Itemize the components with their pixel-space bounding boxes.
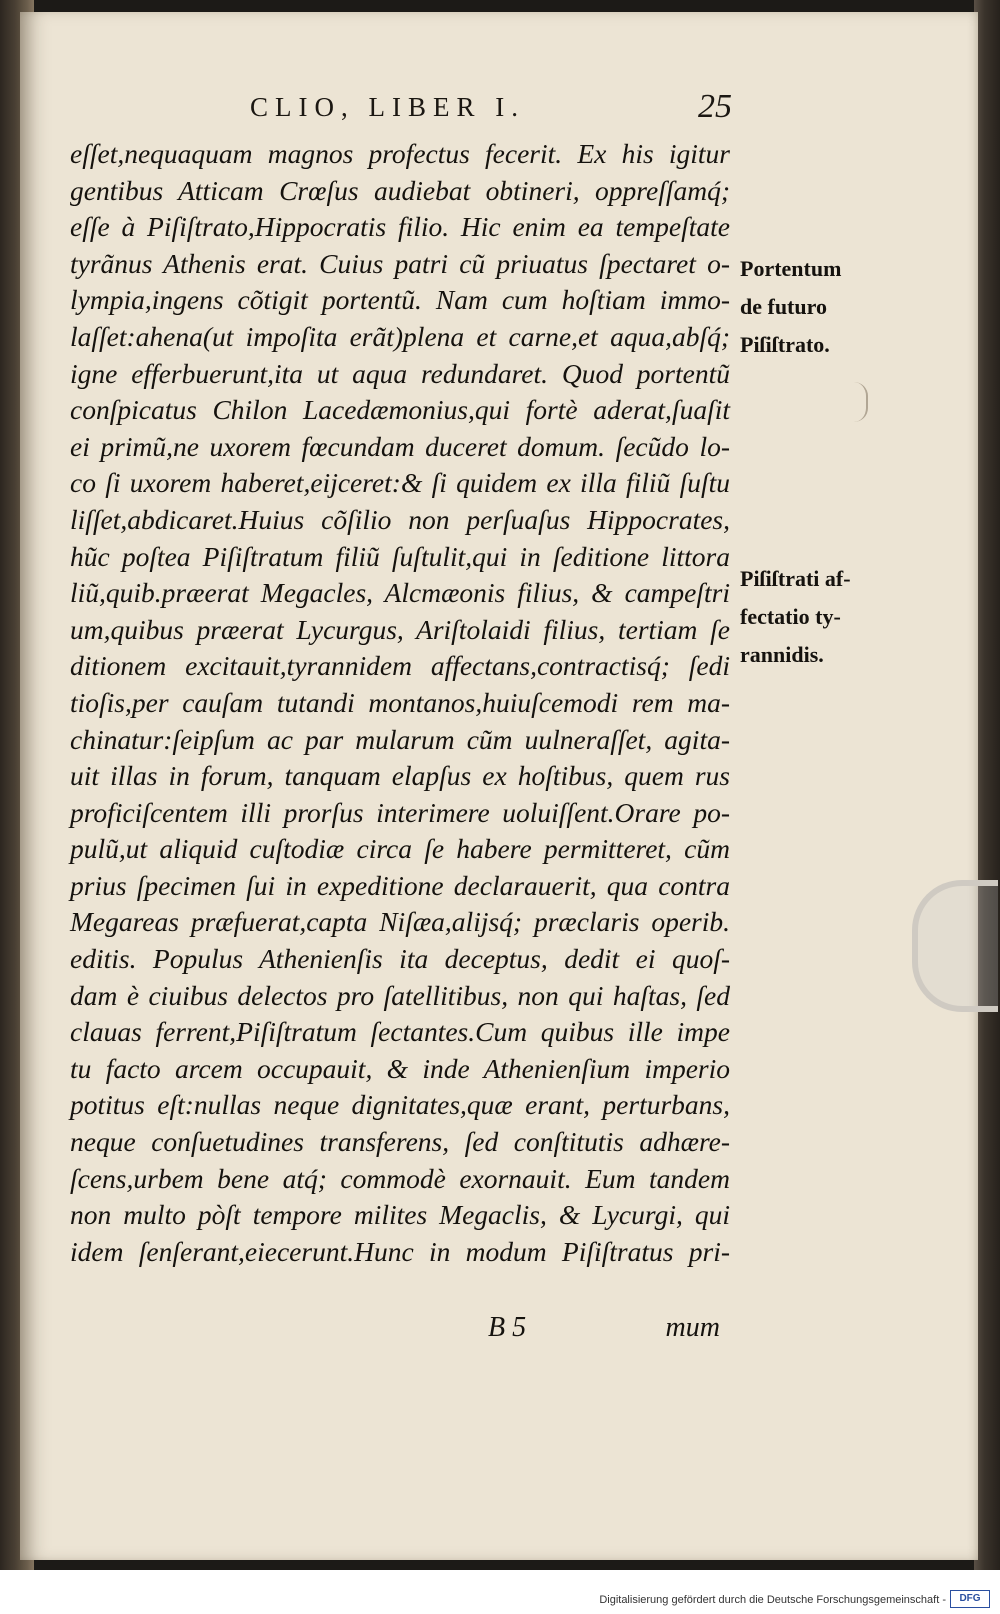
text-line: lympia,ingens cõtigit portentũ. Nam cum hoſtiam immo-: [70, 284, 730, 316]
signature-mark: B 5: [488, 1312, 527, 1343]
running-head: CLIO, LIBER I.: [250, 92, 525, 122]
text-line: idem ſenſerant,eiecerunt.Hunc in modum Piſiſtratus pri-: [70, 1235, 730, 1267]
text-line: potitus eſt:nullas neque dignitates,quæ erant, perturbans,: [70, 1089, 730, 1121]
text-line: tyrãnus Athenis erat. Cuius patri cũ priuatus ſpectaret o-: [70, 247, 730, 279]
catchword: mum: [665, 1312, 720, 1343]
text-line: conſpicatus Chilon Lacedæmonius,qui fortè aderat,ſuaſit: [70, 394, 730, 426]
marginal-note-line: Portentum: [740, 256, 842, 281]
text-line: non multo pòſt tempore milites Megaclis, & Lycurgi, qui: [70, 1199, 730, 1231]
text-line: chinatur:ſeipſum ac par mularum cũm uulneraſſet, agita-: [70, 723, 730, 755]
text-line: ditionem excitauit,tyrannidem affectans,contractisq́; ſedi: [70, 650, 730, 682]
marginal-note-line: Piſiſtrato.: [740, 332, 830, 357]
text-line: liũ,quib.præerat Megacles, Alcmæonis filius, & campeſtri: [70, 577, 730, 609]
text-line: eſſet,nequaquam magnos profectus fecerit. Ex his igitur: [70, 138, 730, 169]
page-clip: [912, 880, 998, 1012]
text-line: co ſi uxorem haberet,eijceret:& ſi quidem ex illa filiũ ſuſtu: [70, 467, 730, 499]
footer-credit: Digitalisierung gefördert durch die Deutsche Forschungsgemeinschaft -: [599, 1594, 946, 1606]
text-line: ſcens,urbem bene atq́; commodè exornauit. Eum tandem: [70, 1162, 730, 1194]
marginal-note: [740, 250, 841, 364]
text-line: uit illas in forum, tanquam elapſus ex hoſtibus, quem rus: [70, 760, 730, 792]
marginal-note: [740, 560, 851, 674]
text-line: tioſis,per cauſam tutandi montanos,huiuſcemodi rem ma-: [70, 686, 730, 718]
book-page: [20, 12, 978, 1560]
text-line: prius ſpecimen ſui in expeditione declarauerit, qua contra: [70, 869, 730, 901]
footer-bar: [0, 1570, 1000, 1614]
text-line: neque conſuetudines transferens, ſed conſtitutis adhære-: [70, 1126, 730, 1158]
dfg-logo: DFG: [950, 1590, 990, 1608]
text-line: igne efferbuerunt,ita ut aqua redundaret. Quod portentũ: [70, 357, 730, 389]
text-line: laſſet:ahena(ut impoſita erãt)plena et carne,et aqua,abſq́;: [70, 320, 730, 352]
marginal-note-line: Piſiſtrati af-: [740, 566, 851, 591]
pencil-bracket-mark: [852, 382, 868, 422]
signature-line: [70, 1312, 730, 1352]
text-line: editis. Populus Athenienſis ita deceptus, dedit ei quoſ-: [70, 943, 730, 975]
text-line: tu facto arcem occupauit, & inde Athenienſium imperio: [70, 1052, 730, 1084]
text-line: proficiſcentem illi prorſus interimere uoluiſſent.Orare po-: [70, 796, 730, 828]
text-line: gentibus Atticam Crœſus audiebat obtineri, oppreſſamq́;: [70, 174, 730, 206]
text-line: hũc poſtea Piſiſtratum filiũ ſuſtulit,qui in ſeditione littora: [70, 540, 730, 572]
text-line: pulũ,ut aliquid cuſtodiæ circa ſe habere permitteret, cũm: [70, 833, 730, 865]
text-line: Megareas præfuerat,capta Niſæa,alijsq́; præclaris operib.: [70, 906, 730, 938]
text-line: clauas ferrent,Piſiſtratum ſectantes.Cum quibus ille impe: [70, 1016, 730, 1048]
text-line: ei primũ,ne uxorem fœcundam duceret domum. ſecũdo lo-: [70, 430, 730, 462]
marginal-note-line: de futuro: [740, 294, 827, 319]
text-line: liſſet,abdicaret.Huius cõſilio non perſuaſus Hippocrates,: [70, 503, 730, 535]
text-line: dam è ciuibus delectos pro ſatellitibus, non qui haſtas, ſed: [70, 979, 730, 1011]
body-text: [70, 136, 730, 1270]
text-line: eſſe à Piſiſtrato,Hippocratis filio. Hic enim ea tempeſtate: [70, 211, 730, 243]
marginal-note-line: fectatio ty-: [740, 604, 841, 629]
page-number: 25: [698, 88, 732, 125]
marginal-note-line: rannidis.: [740, 642, 824, 667]
text-line: um,quibus præerat Lycurgus, Ariſtolaidi filius, tertiam ſe: [70, 613, 730, 645]
